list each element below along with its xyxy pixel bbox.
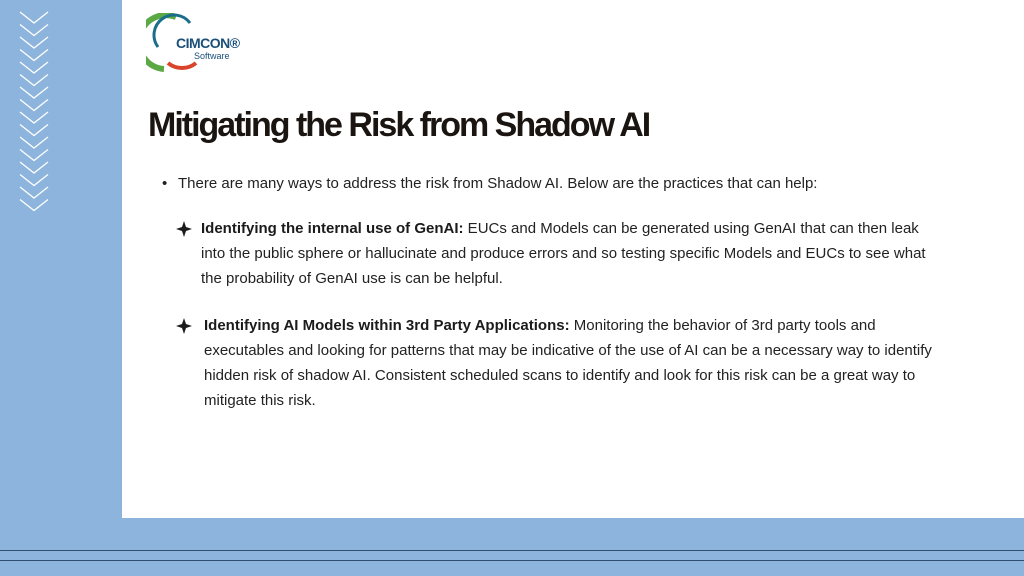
chevron-down-icon <box>20 200 48 211</box>
chevron-down-icon <box>20 125 48 136</box>
chevron-decoration <box>18 10 50 215</box>
practice-item <box>201 216 941 291</box>
chevron-down-icon <box>18 10 50 215</box>
chevron-down-icon <box>20 25 48 36</box>
practice-text: EUCs and Models can be generated using GenAI that can then leak into the public sphere or hallucinate and produce errors and so testing specific Models and EUCs to see what the probability of GenAI use is can be helpful. <box>201 220 926 287</box>
chevron-down-icon <box>20 87 48 98</box>
chevron-down-icon <box>20 75 48 86</box>
intro-text: There are many ways to address the risk from Shadow AI. Below are the practices that can help: <box>178 175 818 192</box>
page-title: Mitigating the Risk from Shadow AI <box>148 106 650 144</box>
four-point-star-icon <box>176 221 192 237</box>
logo-sub-text: Software <box>194 51 230 61</box>
chevron-down-icon <box>20 137 48 148</box>
chevron-down-icon <box>20 12 48 23</box>
chevron-down-icon <box>20 187 48 198</box>
chevron-down-icon <box>20 100 48 111</box>
bullet-dot: • <box>162 175 168 192</box>
chevron-down-icon <box>20 62 48 73</box>
chevron-down-icon <box>20 37 48 48</box>
logo-brand-text: CIMCON® <box>176 35 240 51</box>
footer-divider <box>0 550 1024 551</box>
chevron-down-icon <box>20 150 48 161</box>
practice-heading: Identifying the internal use of GenAI: <box>201 220 464 237</box>
intro-bullet <box>162 175 817 192</box>
chevron-down-icon <box>20 162 48 173</box>
practice-heading: Identifying AI Models within 3rd Party Applications: <box>204 317 570 334</box>
four-point-star-icon <box>176 318 192 334</box>
chevron-down-icon <box>20 175 48 186</box>
practice-item <box>204 313 944 413</box>
footer-divider <box>0 560 1024 561</box>
chevron-down-icon <box>20 112 48 123</box>
practice-text: Monitoring the behavior of 3rd party tools and executables and looking for patterns that may be indicative of the use of AI can be a necessary way to identify hidden risk of shadow AI. Consistent scheduled scans to identify and look for this risk can be a great way to mitigate this risk. <box>204 317 932 409</box>
chevron-down-icon <box>20 50 48 61</box>
